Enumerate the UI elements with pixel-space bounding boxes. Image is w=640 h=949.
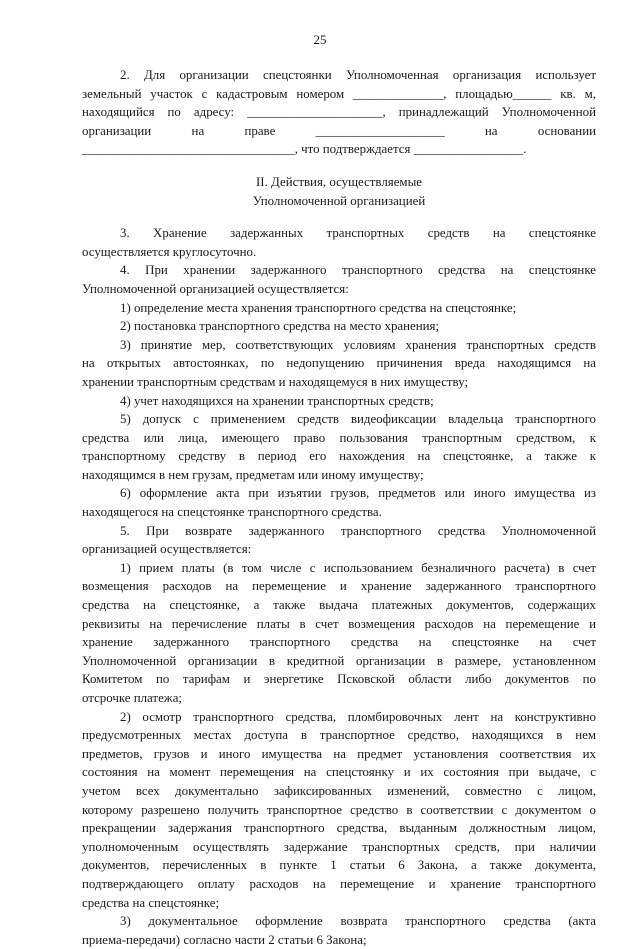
text-line: Уполномоченной организации в кредитной организации в размере, установленном	[82, 653, 596, 668]
text-line: отсрочке платежа;	[82, 691, 182, 705]
list-item-5-3	[82, 912, 596, 949]
text-line: возмещения расходов на перемещение и хранение задержанного транспортного	[82, 579, 596, 594]
text-line: 4) учет находящихся на хранении транспортных средств;	[120, 393, 434, 408]
text-line: организацией осуществляется:	[82, 542, 252, 557]
text-line: документов, перечисленных в пункте 1 статьи 6 Закона, а также документа,	[82, 858, 596, 873]
text-line: учетом всех документально зафиксированных изменений, совместно с лицом,	[82, 783, 596, 798]
text-line: предусмотренных местах доступа в транспортное средство, находящихся в нем	[82, 728, 596, 743]
text-line: находящийся по адресу: _____________________, принадлежащий Уполномоченной	[82, 105, 596, 120]
text-line: средства или лица, имеющего право пользования транспортным средством, к	[82, 430, 596, 445]
text-line: приема-передачи) согласно части 2 статьи 6 Закона;	[82, 932, 367, 947]
section-title	[82, 173, 596, 210]
text-line: организации на праве ____________________ на основании	[82, 123, 596, 138]
text-line: 6) оформление акта при изъятии грузов, предметов или иного имущества из	[120, 486, 596, 501]
list-item-4-3	[82, 336, 596, 392]
text-line: подтверждающего оплату расходов на перемещение и хранение транспортного	[82, 876, 596, 891]
text-line: находящегося на спецстоянке транспортного средства.	[82, 505, 382, 520]
paragraph-3	[82, 224, 596, 261]
list-item-4-1	[82, 299, 596, 318]
spacer	[82, 210, 596, 224]
text-line: 3) принятие мер, соответствующих условиям хранения транспортных средств	[120, 337, 596, 352]
list-item-5-2	[82, 708, 596, 913]
text-line: 2. Для организации спецстоянки Уполномоченная организация использует	[120, 68, 596, 82]
text-line: 5. При возврате задержанного транспортного средства Уполномоченной	[120, 523, 596, 538]
section-title-line-2: Уполномоченной организацией	[252, 193, 426, 208]
text-line: прекращении задержания транспортного средства, выданным должностным лицом,	[82, 821, 596, 836]
text-line: находящимся в нем грузам, предметам или иному имуществу;	[82, 467, 424, 482]
text-line: 3) документальное оформление возврата транспортного средства (акта	[120, 914, 596, 929]
text-line: земельный участок с кадастровым номером ______________, площадью______ кв. м,	[82, 86, 596, 101]
text-line: Уполномоченной организацией осуществляется:	[82, 281, 349, 296]
spacer	[82, 159, 596, 173]
page-number: 25	[313, 33, 327, 47]
text-line: 1) определение места хранения транспортного средства на спецстоянке;	[120, 300, 517, 315]
paragraph-5	[82, 522, 596, 559]
text-line: хранение задержанного транспортного средства на спецстоянке на счет	[82, 635, 596, 650]
text-line: хранении транспортным средствам и находящемуся в них имуществу;	[82, 374, 469, 389]
text-line: 2) постановка транспортного средства на место хранения;	[120, 319, 440, 334]
text-line: которому разрешено получить транспортное средство в соответствии с документом о	[82, 802, 596, 817]
text-line: на открытых автостоянках, по недопущению причинения вреда находящимся на	[82, 356, 596, 371]
section-title-line-1: II. Действия, осуществляемые	[256, 174, 422, 189]
paragraph-4	[82, 261, 596, 298]
text-line: предметов, грузов и иного имущества на предмет установления соответствия их	[82, 746, 596, 761]
text-line: средства на спецстоянке, а также выдача платежных документов, содержащих	[82, 598, 596, 613]
text-line: средства на спецстоянке;	[82, 895, 220, 910]
text-line: реквизиты на перечисление платы в счет возмещения расходов на перемещение и	[82, 616, 596, 631]
paragraph-2	[82, 66, 596, 159]
text-line: 4. При хранении задержанного транспортного средства на спецстоянке	[120, 263, 596, 278]
list-item-4-5	[82, 410, 596, 484]
text-line: 1) прием платы (в том числе с использованием безналичного расчета) в счет	[120, 560, 596, 575]
document-body	[82, 66, 596, 949]
text-line: транспортному средству в период его нахождения на спецстоянке, а также к	[82, 449, 596, 464]
list-item-5-1	[82, 559, 596, 708]
text-line: уполномоченным осуществлять задержание транспортных средств, при наличии	[82, 839, 596, 854]
text-line: Комитетом по тарифам и энергетике Псковской области либо документов по	[82, 672, 596, 687]
list-item-4-2	[82, 317, 596, 336]
list-item-4-4	[82, 392, 596, 411]
text-line: осуществляется круглосуточно.	[82, 244, 257, 259]
list-item-4-6	[82, 484, 596, 521]
text-line: 3. Хранение задержанных транспортных средств на спецстоянке	[120, 226, 596, 241]
text-line: _________________________________, что подтверждается _________________.	[82, 142, 527, 157]
text-line: состояния на момент перемещения на спецстоянку и их состояния при выдаче, с	[82, 765, 596, 780]
text-line: 2) осмотр транспортного средства, пломбировочных лент на конструктивно	[120, 709, 596, 724]
text-line: 5) допуск с применением средств видеофиксации владельца транспортного	[120, 412, 596, 427]
